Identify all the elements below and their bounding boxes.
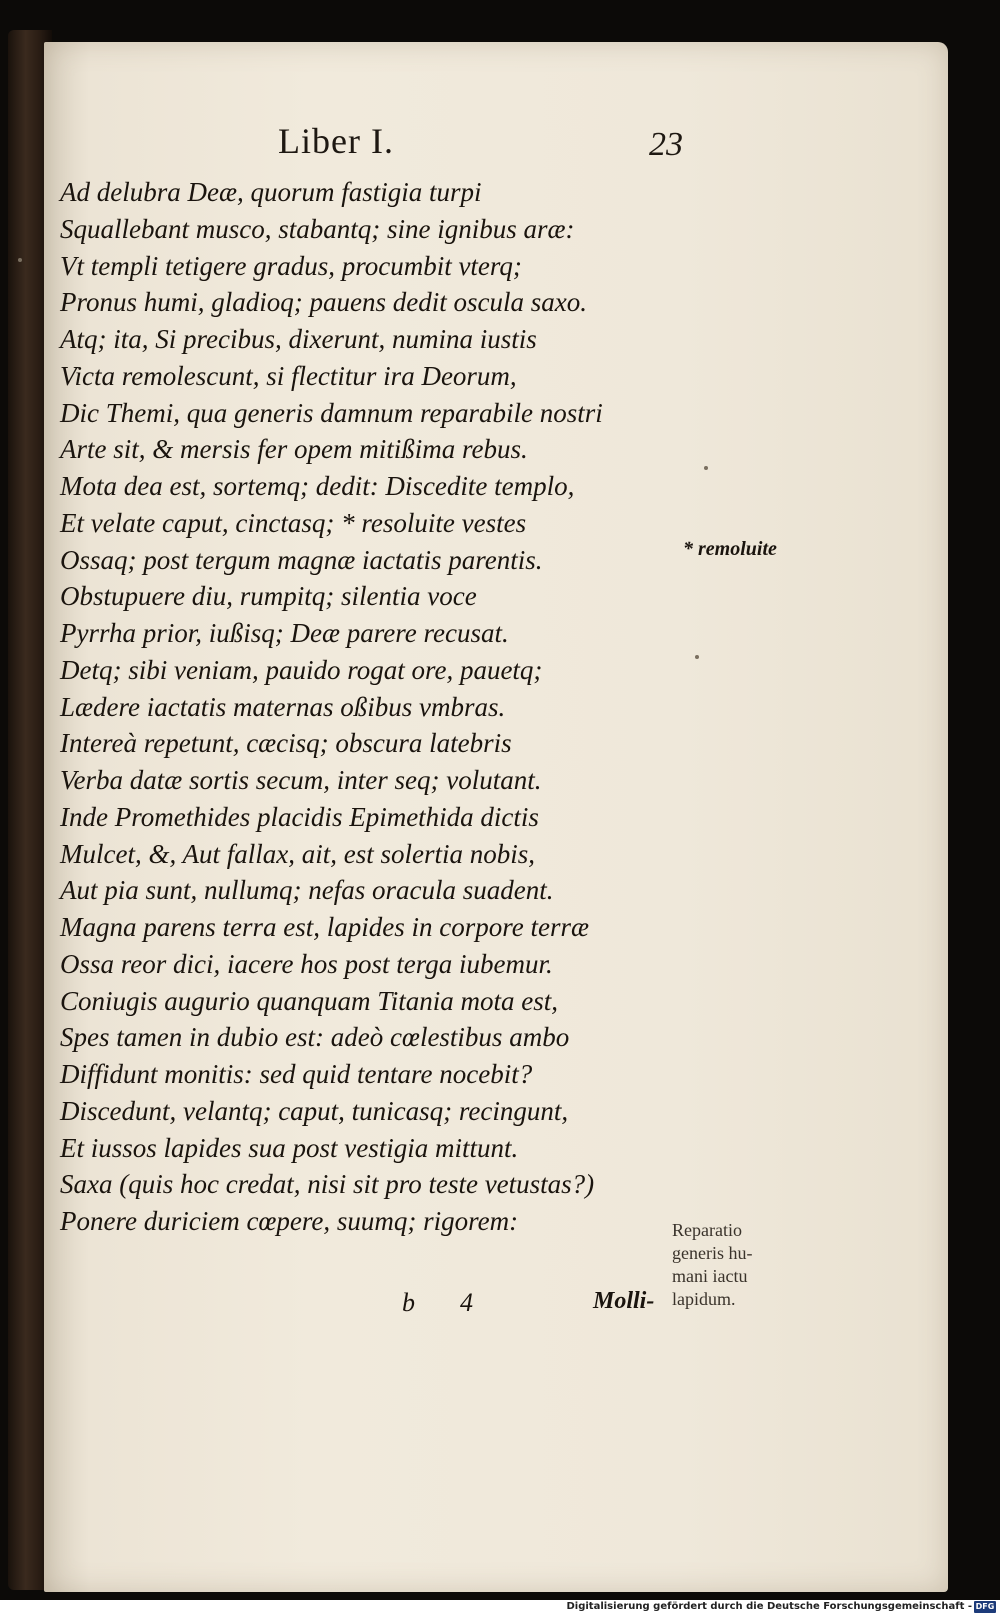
verse-line: Magna parens terra est, lapides in corpore terræ [60,912,589,942]
verse-line: Arte sit, & mersis fer opem mitißima rebus. [60,434,528,465]
verse-line: Mota dea est, sortemq; dedit: Discedite templo, [60,471,575,501]
verse-line: Et velate caput, cinctasq; * resoluite vestes [60,507,527,538]
running-title: Liber I. [278,121,394,161]
verse-line: Detq; sibi veniam, pauido rogat ore, pauetq; [60,654,543,685]
verse-line: Ossaq; post tergum magnæ iactatis parentis. [60,544,543,575]
verse-line: Verba datæ sortis secum, inter seq; volutant. [60,765,542,795]
margin-note-line: mani iactu [672,1266,748,1286]
verse-line: Inde Promethides placidis Epimethida dictis [60,801,539,832]
verse-line: Ossa reor dici, iacere hos post terga iubemur. [60,948,553,979]
verse-line: Obstupuere diu, rumpitq; silentia voce [60,581,477,612]
verse-line: Lædere iactatis maternas oßibus vmbras. [60,691,506,722]
verse-line: Saxa (quis hoc credat, nisi sit pro teste vetustas?) [60,1169,595,1200]
margin-note-line: generis hu- [672,1243,753,1263]
verse-line: Diffidunt monitis: sed quid tentare nocebit? [60,1059,533,1089]
signature-number: 4 [460,1288,473,1317]
verse-line: Et iussos lapides sua post vestigia mittunt. [60,1132,519,1163]
ink-speck [18,258,22,262]
margin-note-variant: * remoluite [683,538,777,560]
catchword: Molli- [593,1288,655,1314]
footer-credit: Digitalisierung gefördert durch die Deutsche Forschungsgemeinschaft - [566,1601,972,1612]
page-number: 23 [649,126,683,163]
digitization-footer [0,1600,1000,1615]
verse-line: Victa remolescunt, si flectitur ira Deorum, [60,360,517,391]
verse-line: Mulcet, &, Aut fallax, ait, est solertia nobis, [60,838,535,869]
signature-mark: b [402,1288,415,1317]
verse-line: Pyrrha prior, iußisq; Deæ parere recusat. [60,618,509,648]
verse-line: Squallebant musco, stabantq; sine ignibus aræ: [60,213,575,244]
catchline [0,1288,1000,1324]
verse-line: Atq; ita, Si precibus, dixerunt, numina iustis [60,324,537,354]
verse-line: Discedunt, velantq; caput, tunicasq; recingunt, [60,1095,569,1126]
margin-note-line: lapidum. [672,1289,736,1309]
verse-line: Pronus humi, gladioq; pauens dedit oscula saxo. [60,287,587,318]
verse-line: Aut pia sunt, nullumq; nefas oracula suadent. [60,875,554,906]
verse-line: Dic Themi, qua generis damnum reparabile nostri [60,397,603,428]
verse-line: Vt templi tetigere gradus, procumbit vterq; [60,250,522,281]
ink-speck [704,466,708,470]
margin-note-line: Reparatio [672,1220,742,1240]
verse-line: Intereà repetunt, cæcisq; obscura latebris [60,728,512,759]
dfg-logo-icon: DFG [975,1602,995,1611]
verse-text-block [60,174,700,1240]
verse-line: Ponere duriciem cœpere, suumq; rigorem: [60,1206,519,1236]
verse-line: Spes tamen in dubio est: adeò cœlestibus ambo [60,1022,570,1053]
verse-line: Ad delubra Deæ, quorum fastigia turpi [60,177,482,207]
verse-line: Coniugis augurio quanquam Titania mota est, [60,985,559,1016]
ink-speck [695,655,699,659]
